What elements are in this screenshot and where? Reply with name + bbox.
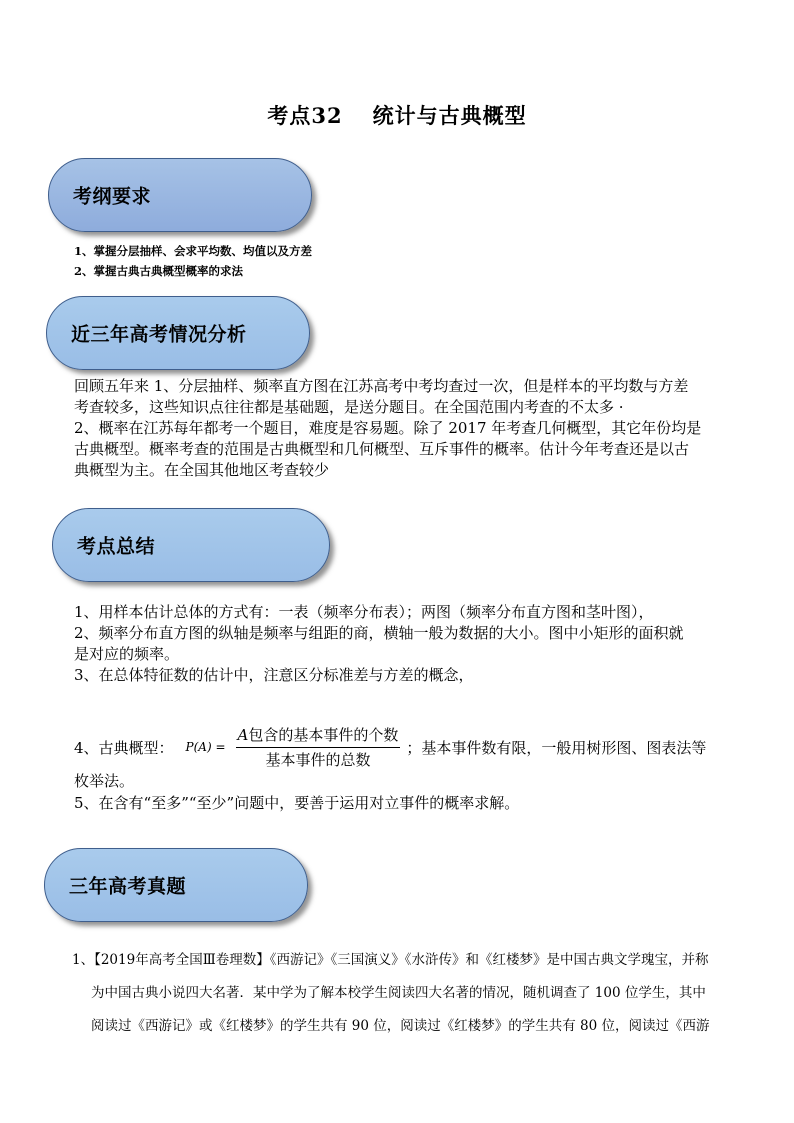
question-line: 1、【2019年高考全国Ⅲ卷理数】《西游记》《三国演义》《水浒传》和《红楼梦》是中国古典文学瑰宝，并称 <box>72 952 709 968</box>
summary-line: 1、用样本估计总体的方式有：一表（频率分布表）；两图（频率分布直方图和茎叶图）， <box>74 603 654 621</box>
summary-line: 3、在总体特征数的估计中，注意区分标准差与方差的概念， <box>74 666 474 684</box>
section-heading-analysis-label: 近三年高考情况分析 <box>71 323 247 346</box>
analysis-line: 典概型为主。在全国其他地区考查较少 <box>74 461 330 479</box>
section-heading-outline-label: 考纲要求 <box>73 185 152 208</box>
page-title <box>0 100 794 130</box>
analysis-paragraph <box>74 376 724 481</box>
section-heading-summary-label: 考点总结 <box>77 535 156 558</box>
section-heading-outline <box>48 158 312 232</box>
summary-item-5: 5、在含有“至多”“至少”问题中，要善于运用对立事件的概率求解。 <box>74 794 520 812</box>
question-line: 阅读过《西游记》或《红楼梦》的学生共有 90 位，阅读过《红楼梦》的学生共有 80 位，阅读过《西游 <box>91 1018 710 1034</box>
section-heading-summary <box>52 508 330 582</box>
analysis-line: 古典概型。概率考查的范围是古典概型和几何概型、互斥事件的概率。估计今年考查还是以古 <box>74 440 690 458</box>
title-topic-name: 统计与古典概型 <box>372 103 527 128</box>
section-heading-real-questions-label: 三年高考真题 <box>69 875 187 898</box>
summary-line: 2、频率分布直方图的纵轴是频率与组距的商，横轴一般为数据的大小。图中小矩形的面积就 <box>74 624 684 642</box>
probability-fraction <box>236 724 401 770</box>
analysis-line: 考查较多，这些知识点往往都是基础题，是送分题目。在全国范围内考查的不太多 · <box>74 398 624 416</box>
fraction-numerator <box>236 724 401 748</box>
requirement-item: 1、掌握分层抽样、会求平均数、均值以及方差 <box>74 244 312 258</box>
numerator-variable: A <box>237 726 249 744</box>
requirement-item: 2、掌握古典古典概型概率的求法 <box>74 264 243 278</box>
section-heading-analysis <box>46 296 310 370</box>
numerator-text: 包含的基本事件的个数 <box>248 726 399 744</box>
classical-prefix: 4、古典概型： <box>74 738 174 757</box>
section-heading-real-questions <box>44 848 308 922</box>
classical-continuation: 枚举法。 <box>74 772 135 790</box>
analysis-line: 2、概率在江苏每年都考一个题目，难度是容易题。除了 2017 年考查几何概型，其它年份均是 <box>74 419 702 437</box>
title-topic-number: 考点32 <box>267 103 343 128</box>
fraction-denominator: 基本事件的总数 <box>265 751 371 769</box>
classical-probability-row <box>74 724 706 770</box>
exam-question-1 <box>72 944 722 1043</box>
question-line: 为中国古典小说四大名著．某中学为了解本校学生阅读四大名著的情况，随机调查了 100 位学生，其中 <box>91 985 706 1001</box>
summary-tail <box>74 770 519 814</box>
summary-paragraph <box>74 602 724 686</box>
analysis-line: 回顾五年来 1、分层抽样、频率直方图在江苏高考中考均查过一次，但是样本的平均数与方差 <box>74 377 689 395</box>
classical-suffix: ；基本事件数有限，一般用树形图、图表法等 <box>406 738 707 757</box>
formula-lhs: P(A) = <box>185 740 226 754</box>
summary-line: 是对应的频率。 <box>74 645 180 663</box>
